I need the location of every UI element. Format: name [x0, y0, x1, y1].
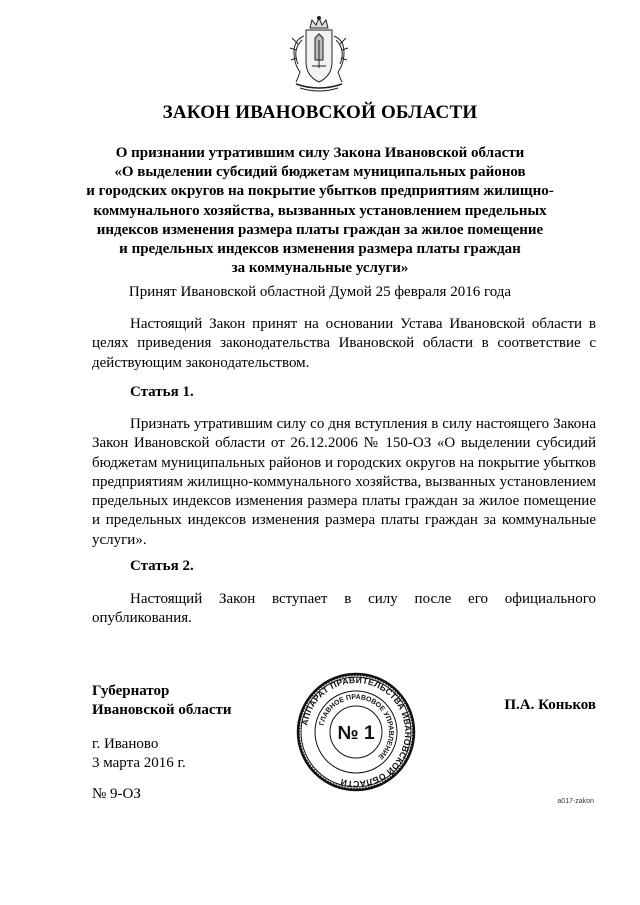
adoption-note: Принят Ивановской областной Думой 25 февраля 2016 года: [128, 284, 512, 300]
article-2-paragraph: [92, 590, 596, 629]
subject-line: коммунального хозяйства, вызванных установлением предельных: [93, 202, 547, 219]
signing-date: 3 марта 2016 г.: [92, 755, 186, 771]
document-code: a017-zakon: [557, 798, 594, 805]
ivanovo-coat-of-arms-icon: [288, 16, 350, 94]
signatory-position: [92, 682, 232, 720]
signatory-name: П.А. Коньков: [504, 697, 596, 713]
preamble-paragraph: [92, 315, 596, 373]
subject-line: за коммунальные услуги»: [231, 260, 409, 277]
subject-line: «О выделении субсидий бюджетам муниципальных районов: [114, 164, 526, 181]
preamble-text: Настоящий Закон принят на основании Устава Ивановской области в целях приведения законодательства Ивановской области в соответствие с действующим законодательством.: [92, 316, 596, 371]
subject-line: и предельных индексов изменения размера платы граждан: [119, 241, 521, 258]
subject-line: и городских округов на покрытие убытков предприятиям жилищно-: [86, 183, 554, 200]
law-title: ЗАКОН ИВАНОВСКОЙ ОБЛАСТИ: [162, 102, 478, 123]
article-2-text: Настоящий Закон вступает в силу после его официального опубликования.: [92, 591, 596, 627]
seal-center-text: № 1: [337, 723, 375, 744]
seal-inner-text: ГЛАВНОЕ ПРАВОВОЕ УПРАВЛЕНИЕ: [318, 693, 395, 761]
article-1-heading: Статья 1.: [130, 384, 194, 400]
position-line: Губернатор: [92, 683, 170, 699]
article-1-text: Признать утратившим силу со дня вступления в силу настоящего Закона Закон Ивановской области от 26.12.2006 № 150-ОЗ «О выделении субсидий бюджетам муниципальных районов и городских округов на покрытие убытков предприятиям жилищно-коммунального хозяйства, вызванных установлением предельных индексов изменения размера платы граждан за жилое помещение и предельных индексов изменения размера платы граждан за коммунальные услуги».: [92, 416, 596, 548]
official-seal-icon: [296, 672, 416, 792]
article-1-paragraph: [92, 415, 596, 550]
law-number: № 9-ОЗ: [92, 786, 141, 802]
seal-outer-text: АППАРАТ ПРАВИТЕЛЬСТВА ИВАНОВСКОЙ ОБЛАСТИ: [299, 674, 414, 790]
city: г. Иваново: [92, 736, 159, 752]
subject-line: О признании утратившим силу Закона Ивановской области: [115, 145, 525, 161]
place-and-date: [92, 735, 186, 773]
position-line: Ивановской области: [92, 702, 232, 718]
law-subject: [85, 144, 555, 278]
article-2-heading: Статья 2.: [130, 558, 194, 574]
subject-line: индексов изменения размера платы граждан за жилое помещение: [96, 221, 544, 238]
